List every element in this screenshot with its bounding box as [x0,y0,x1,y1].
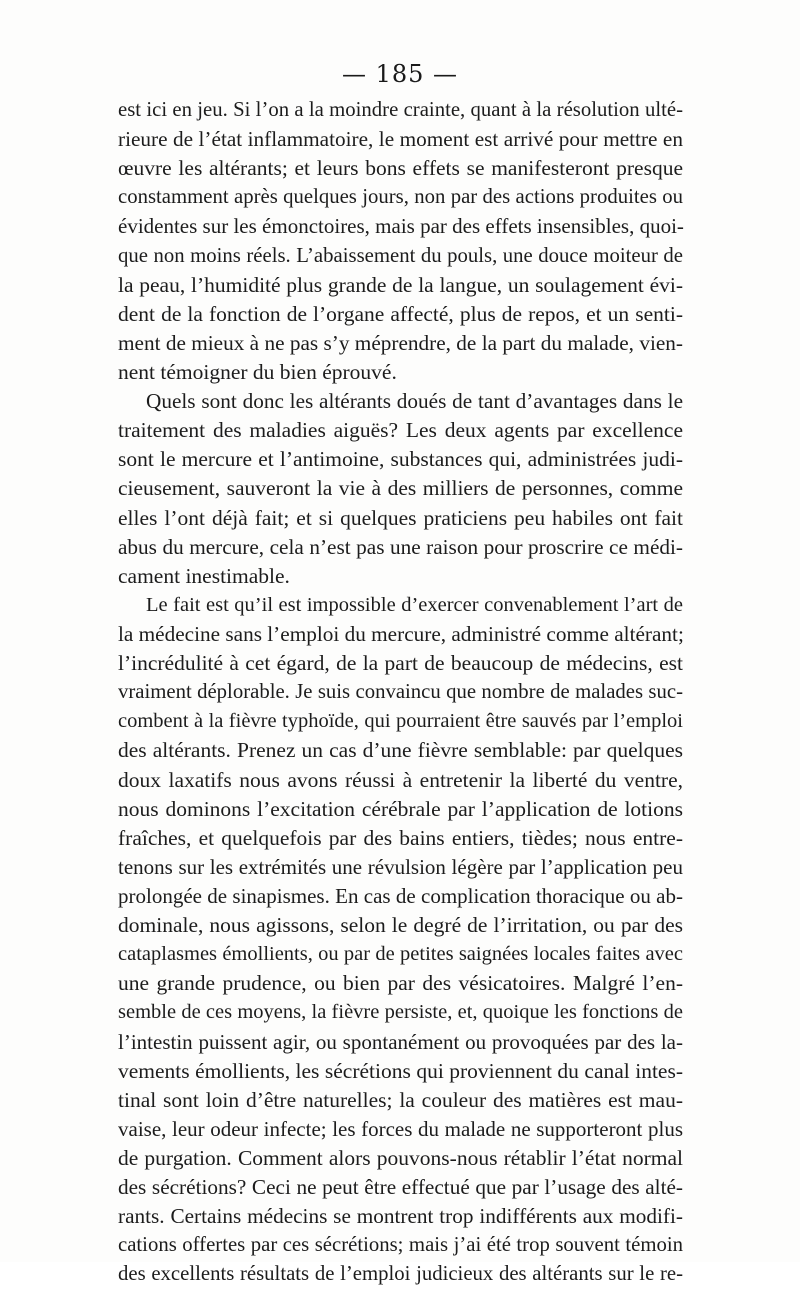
text-line: l’intestin puissent agir, ou spontanément ou provoquées par des la- [118,1029,683,1054]
text-line: semble de ces moyens, la fièvre persiste, et, quoique les fonctions de [118,1001,683,1024]
text-line: de purgation. Comment alors pouvons-nous rétablir l’état normal [118,1145,683,1170]
text-line: des excellents résultats de l’emploi judicieux des altérants sur le re- [118,1263,683,1286]
text-line: Le fait est qu’il est impossible d’exercer convenablement l’art de [146,593,683,616]
page-number: — 185 — [341,60,459,88]
text-line: œuvre les altérants; et leurs bons effets se manifesteront presque [118,156,683,181]
text-line: elles l’ont déjà fait; et si quelques praticiens peu habiles ont fait [118,505,683,530]
text-line: ment de mieux à ne pas s’y méprendre, de la part du malade, vien- [118,330,683,355]
text-line: des altérants. Prenez un cas d’une fièvre semblable: par quelques [118,738,683,763]
text-line: évidentes sur les émonctoires, mais par des effets insensibles, quoi- [118,214,684,239]
text-line: prolongée de sinapismes. En cas de complication thoracique ou ab- [118,883,683,908]
text-line: doux laxatifs nous avons réussi à entretenir la liberté du ventre, [118,767,683,792]
text-line: fraîches, et quelquefois par des bains entiers, tièdes; nous entre- [118,825,683,850]
text-line: vaise, leur odeur infecte; les forces du malade ne supporteront plus [118,1116,683,1141]
text-line: tinal sont loin d’être naturelles; la couleur des matières est mau- [118,1087,683,1112]
text-line: rants. Certains médecins se montrent trop indifférents aux modifi- [118,1204,683,1229]
text-line: nent témoigner du bien éprouvé. [118,359,397,384]
text-line: une grande prudence, ou bien par des vésicatoires. Malgré l’en- [118,971,683,996]
text-line: que non moins réels. L’abaissement du pouls, une douce moiteur de [118,244,683,267]
text-line: Quels sont donc les altérants doués de tant d’avantages dans le [146,389,683,414]
text-line: la médecine sans l’emploi du mercure, administré comme altérant; [118,621,684,646]
text-line: sont le mercure et l’antimoine, substances qui, administrées judi- [118,447,683,472]
text-line: abus du mercure, cela n’est pas une raison pour proscrire ce médi- [118,534,683,559]
text-line: cataplasmes émollients, ou par de petites saignées locales faites avec [118,943,683,966]
text-line: vements émollients, les sécrétions qui proviennent du canal intes- [118,1058,683,1083]
text-line: dent de la fonction de l’organe affecté, plus de repos, et un senti- [118,301,683,326]
text-line: combent à la fièvre typhoïde, qui pourraient être sauvés par l’emploi [118,710,683,733]
text-line: cament inestimable. [118,563,290,588]
text-line: nous dominons l’excitation cérébrale par l’application de lotions [118,796,683,821]
text-line: constamment après quelques jours, non par des actions produites ou [118,186,683,209]
text-line: vraiment déplorable. Je suis convaincu que nombre de malades suc- [118,681,683,704]
text-line: cieusement, sauveront la vie à des milliers de personnes, comme [118,476,683,501]
text-line: l’incrédulité à cet égard, de la part de beaucoup de médecins, est [118,651,683,676]
text-line: cations offertes par ces sécrétions; mais j’ai été trop souvent témoin [118,1234,683,1257]
text-line: tenons sur les extrémités une révulsion légère par l’application peu [118,854,683,879]
text-line: rieure de l’état inflammatoire, le moment est arrivé pour mettre en [118,127,683,152]
text-line: des sécrétions? Ceci ne peut être effectué que par l’usage des alté- [118,1175,683,1200]
body-text [118,96,683,1289]
text-line: traitement des maladies aiguës? Les deux agents par excellence [118,418,683,443]
text-line: la peau, l’humidité plus grande de la langue, un soulagement évi- [118,272,683,297]
text-line: est ici en jeu. Si l’on a la moindre crainte, quant à la résolution ulté- [118,99,683,121]
text-line: dominale, nous agissons, selon le degré de l’irritation, ou par des [118,913,683,938]
